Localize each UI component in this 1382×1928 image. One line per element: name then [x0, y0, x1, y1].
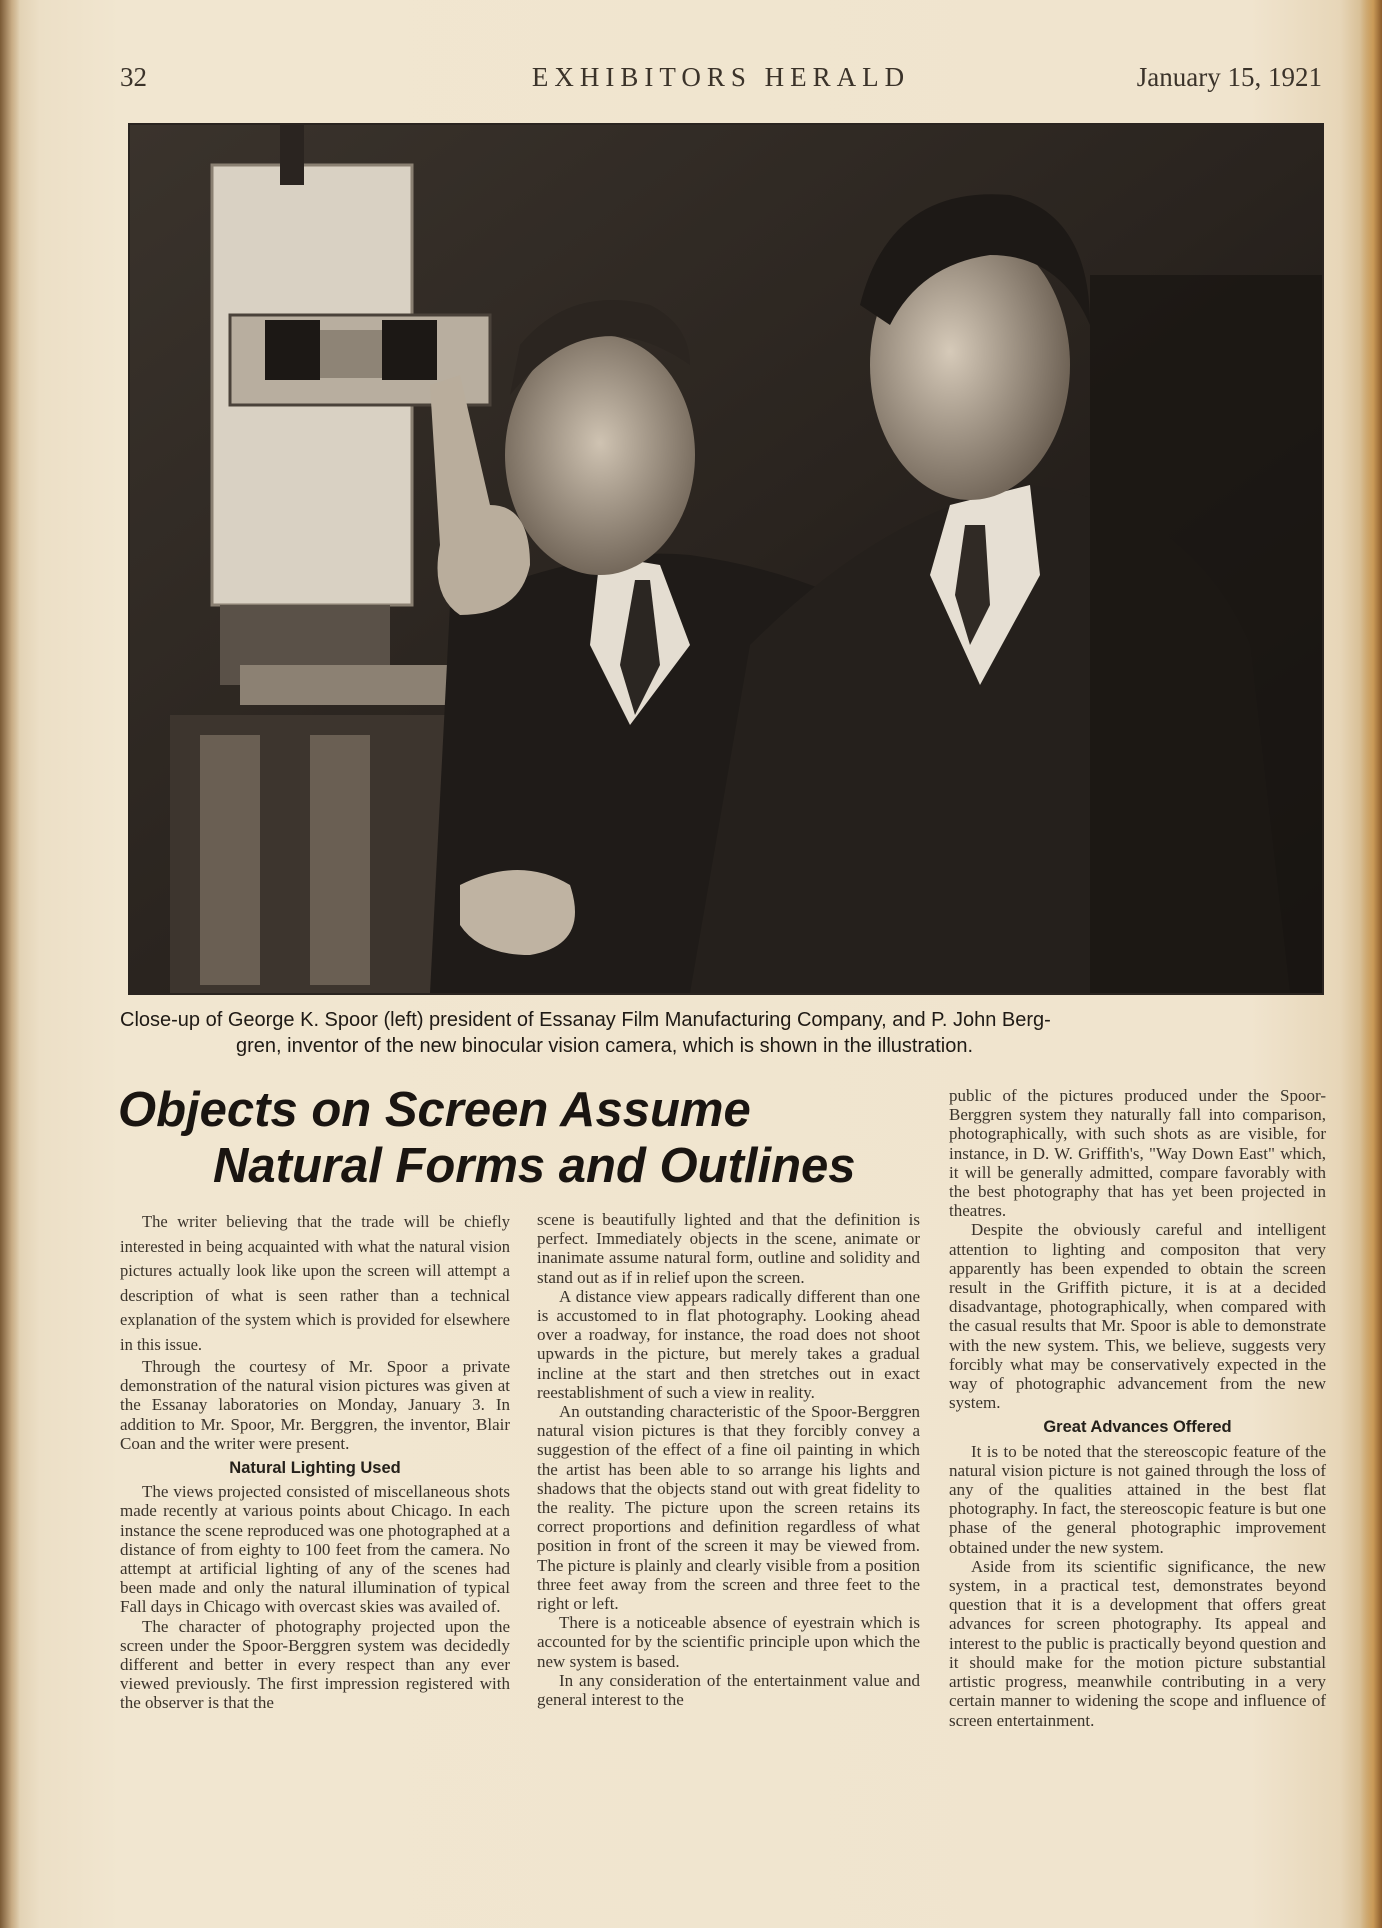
binding-shadow [0, 0, 20, 1928]
subheading: Great Advances Offered [1043, 1418, 1232, 1437]
caption-line: Close-up of George K. Spoor (left) president of Essanay Film Manufacturing Company, and P. John Berg- [120, 1009, 1051, 1031]
photo-illustration [130, 125, 1322, 993]
headline-line: Natural Forms and Outlines [213, 1139, 856, 1193]
photograph [128, 123, 1324, 995]
paragraph: Through the courtesy of Mr. Spoor a private demonstration of the natural vision pictures was given at the Essanay laboratories on Monday, January 3. In addition to Mr. Spoor, Mr. Berggren, the inventor, Blair Coan and the writer were present. [120, 1357, 510, 1453]
photo-caption [120, 1007, 1330, 1059]
paragraph: A distance view appears radically different than one is accustomed to in flat photography. Looking ahead over a roadway, for instance, the road does not shoot upwards in the picture, but merely takes a gradual incline at the start and then stretches out in exact reestablishment of such a view in reality. [537, 1286, 920, 1402]
paragraph: Aside from its scientific significance, the new system, in a practical test, demonstrates beyond question that it is a development that offers great advances for screen photography. Its appeal and interest to the public is practically beyond question and it should make for the motion picture substantial artistic progress, meanwhile contributing in a very certain manner to widening the scope and influence of screen entertainment. [949, 1556, 1326, 1730]
page-number: 32 [120, 62, 147, 92]
issue-date: January 15, 1921 [1136, 62, 1322, 92]
paragraph: scene is beautifully lighted and that the definition is perfect. Immediately objects in the scene, animate or inanimate assume natural form, outline and solidity and stand out as if in relief upon the screen. [537, 1210, 920, 1287]
paragraph: An outstanding characteristic of the Spoor-Berggren natural vision pictures is that they forcibly convey a suggestion of the effect of a fine oil painting in which the artist has been able to so arrange his lights and shadows that the objects stand out with great fidelity to the reality. The picture upon the screen retains its correct proportions and definition regardless of what position in front of the screen it may be viewed from. The picture is plainly and clearly visible from a position three feet away from the screen and three feet to the right or left. [537, 1402, 920, 1614]
page-edge [1360, 0, 1382, 1928]
article-column-3 [949, 1086, 1326, 1730]
paragraph: The character of photography projected upon the screen under the Spoor-Berggren system was decidedly different and better in every respect than any ever viewed previously. The first impression registered with the observer is that the [120, 1616, 510, 1713]
paragraph: There is a noticeable absence of eyestrain which is accounted for by the scientific principle upon which the new system is based. [537, 1613, 920, 1671]
paragraph: Despite the obviously careful and intelligent attention to lighting and compositon that very apparently has been expended to obtain the screen result in the Griffith picture, it is at a decided disadvantage, photographically, when compared with the casual results that Mr. Spoor is able to demonstrate with the new system. This, we believe, suggests very forcibly what may be conservatively expected in the way of photographic advancement from the new system. [949, 1220, 1326, 1413]
caption-line: gren, inventor of the new binocular vision camera, which is shown in the illustration. [236, 1035, 974, 1057]
paragraph: The views projected consisted of miscellaneous shots made recently at various points about Chicago. In each instance the scene reproduced was one photographed at a distance of from eighty to 100 feet from the camera. No attempt at artificial lighting of any of the scenes had been made and only the natural illumination of typical Fall days in Chicago with overcast skies was availed of. [120, 1482, 510, 1617]
article-column-2 [537, 1210, 920, 1709]
headline-line: Objects on Screen Assume [118, 1083, 751, 1137]
subheading: Natural Lighting Used [229, 1459, 401, 1478]
running-header [120, 62, 1322, 102]
paragraph: public of the pictures produced under the Spoor-Berggren system they naturally fall into comparison, photographically, with such shots as are visible, for instance, in D. W. Griffith's, "Way Down East" which, it will be generally admitted, compare favorably with the best photography that has yet been projected in theatres. [949, 1086, 1326, 1221]
paragraph: In any consideration of the entertainment value and general interest to the [537, 1670, 920, 1710]
article-headline [118, 1082, 938, 1194]
paragraph: The writer believing that the trade will be chiefly interested in being acquainted with what the natural vision pictures actually look like upon the screen will attempt a description of what is seen rather than a technical explanation of the system which is provided for elsewhere in this issue. [120, 1212, 510, 1354]
paragraph: It is to be noted that the stereoscopic feature of the natural vision picture is not gained through the loss of any of the qualities attained in the best flat photography. In fact, the stereoscopic feature is but one phase of the general photographic improvement obtained under the new system. [949, 1441, 1326, 1557]
publication-title: EXHIBITORS HERALD [531, 62, 911, 92]
article-column-1 [120, 1210, 510, 1713]
